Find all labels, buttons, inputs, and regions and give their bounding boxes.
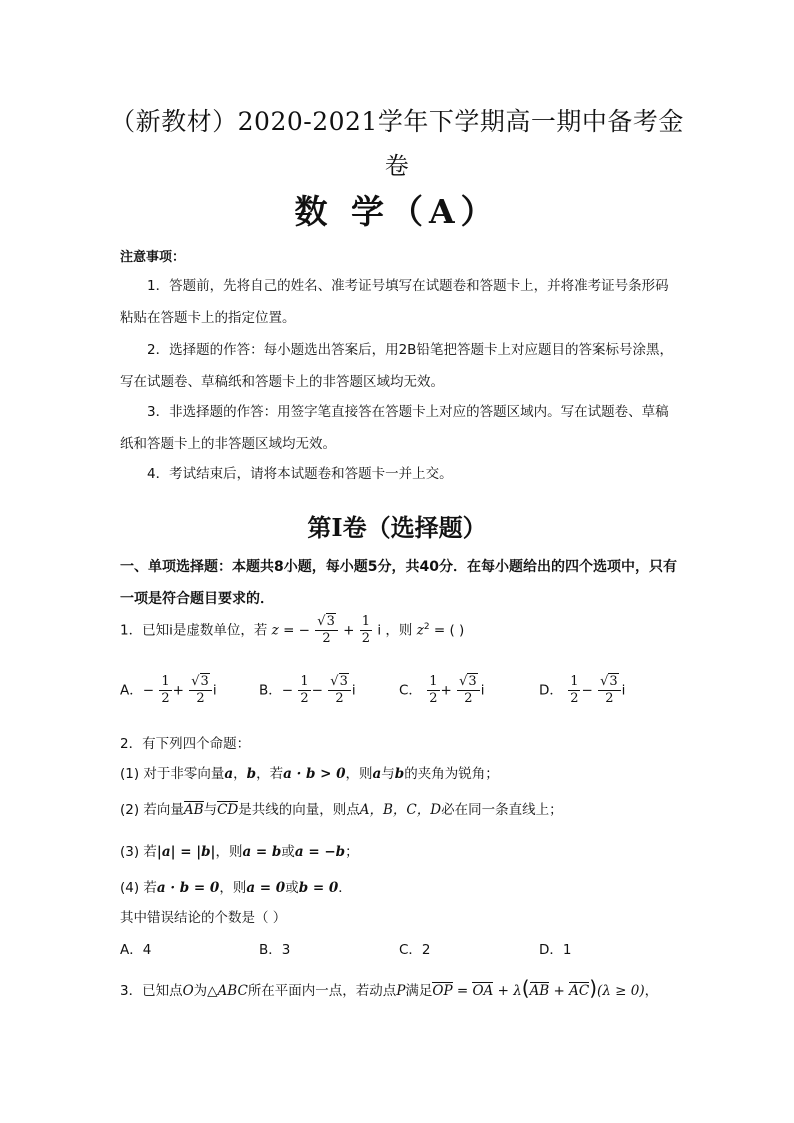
- q2-statement-2: (2) 若向量AB与CD是共线的向量，则点A，B，C，D必在同一条直线上；: [120, 802, 563, 818]
- q2-option-a[interactable]: A．4: [120, 942, 152, 958]
- q2-statement-4: (4) 若a · b = 0，则a = 0或b = 0．: [120, 880, 352, 896]
- q1-frac-1-2: $\frac{1}{2}$: [361, 614, 371, 646]
- question-3-stem: 3．已知点O为△ABC所在平面内一点，若动点P满足OP = OA + λ(AB + AC)(λ ≥ 0)，: [120, 976, 659, 1000]
- subject-title: 数 学（A）: [294, 192, 500, 231]
- q1-option-b[interactable]: B．− $\frac{1}{2}$ − $\frac{√3}{2}$ i: [259, 674, 356, 706]
- q1-option-d[interactable]: D． $\frac{1}{2}$ − $\frac{√3}{2}$ i: [539, 674, 626, 706]
- q1-frac-sqrt3-2: $\frac{√3}{2}$: [315, 614, 338, 647]
- note-item: 3．非选择题的作答：用签字笔直接答在答题卡上对应的答题区域内。写在试题卷、草稿纸和答题卡上的非答题区域均无效。: [120, 404, 669, 452]
- q2-option-c[interactable]: C．2: [399, 942, 431, 958]
- q2-question: 其中错误结论的个数是（ ）: [120, 910, 287, 926]
- q2-option-b[interactable]: B．3: [259, 942, 291, 958]
- question-1-stem: 1．已知i是虚数单位，若 z = − $\frac{√3}{2}$ + $\frac{1}{2}$ i ，则 $z^2$ = ( ): [120, 614, 465, 646]
- q2-statement-3: (3) 若|a| = |b|，则a = b或a = −b；: [120, 844, 359, 860]
- section-instruction: 一、单项选择题：本题共8小题，每小题5分，共40分．在每小题给出的四个选项中，只有一项是符合题目要求的．: [120, 559, 677, 607]
- note-item: 2．选择题的作答：每小题选出答案后，用2B铅笔把答题卡上对应题目的答案标号涂黑，写在试题卷、草稿纸和答题卡上的非答题区域均无效。: [120, 342, 673, 390]
- exam-title-continued: 卷: [384, 152, 410, 180]
- note-item: 4．考试结束后，请将本试题卷和答题卡一并上交。: [147, 466, 453, 482]
- note-item: 1．答题前，先将自己的姓名、准考证号填写在试题卷和答题卡上，并将准考证号条形码粘贴在答题卡上的指定位置。: [120, 278, 669, 326]
- exam-title: （新教材）2020-2021学年下学期高一期中备考金: [110, 107, 684, 136]
- q1-z: z: [271, 622, 279, 639]
- q1-prefix: 1．已知i是虚数单位，若: [120, 622, 268, 639]
- q2-option-d[interactable]: D．1: [539, 942, 572, 958]
- question-2-stem: 2．有下列四个命题：: [120, 736, 251, 752]
- q1-eq: = −: [283, 622, 310, 639]
- q2-statement-1: (1) 对于非零向量a，b，若a · b > 0，则a与b的夹角为锐角；: [120, 766, 499, 782]
- q1-option-a[interactable]: A．− $\frac{1}{2}$ + $\frac{√3}{2}$ i: [120, 674, 217, 706]
- notes-heading: 注意事项：: [120, 250, 186, 265]
- q1-option-c[interactable]: C． $\frac{1}{2}$ + $\frac{√3}{2}$ i: [399, 674, 485, 706]
- section-title: 第Ⅰ卷（选择题）: [307, 513, 487, 542]
